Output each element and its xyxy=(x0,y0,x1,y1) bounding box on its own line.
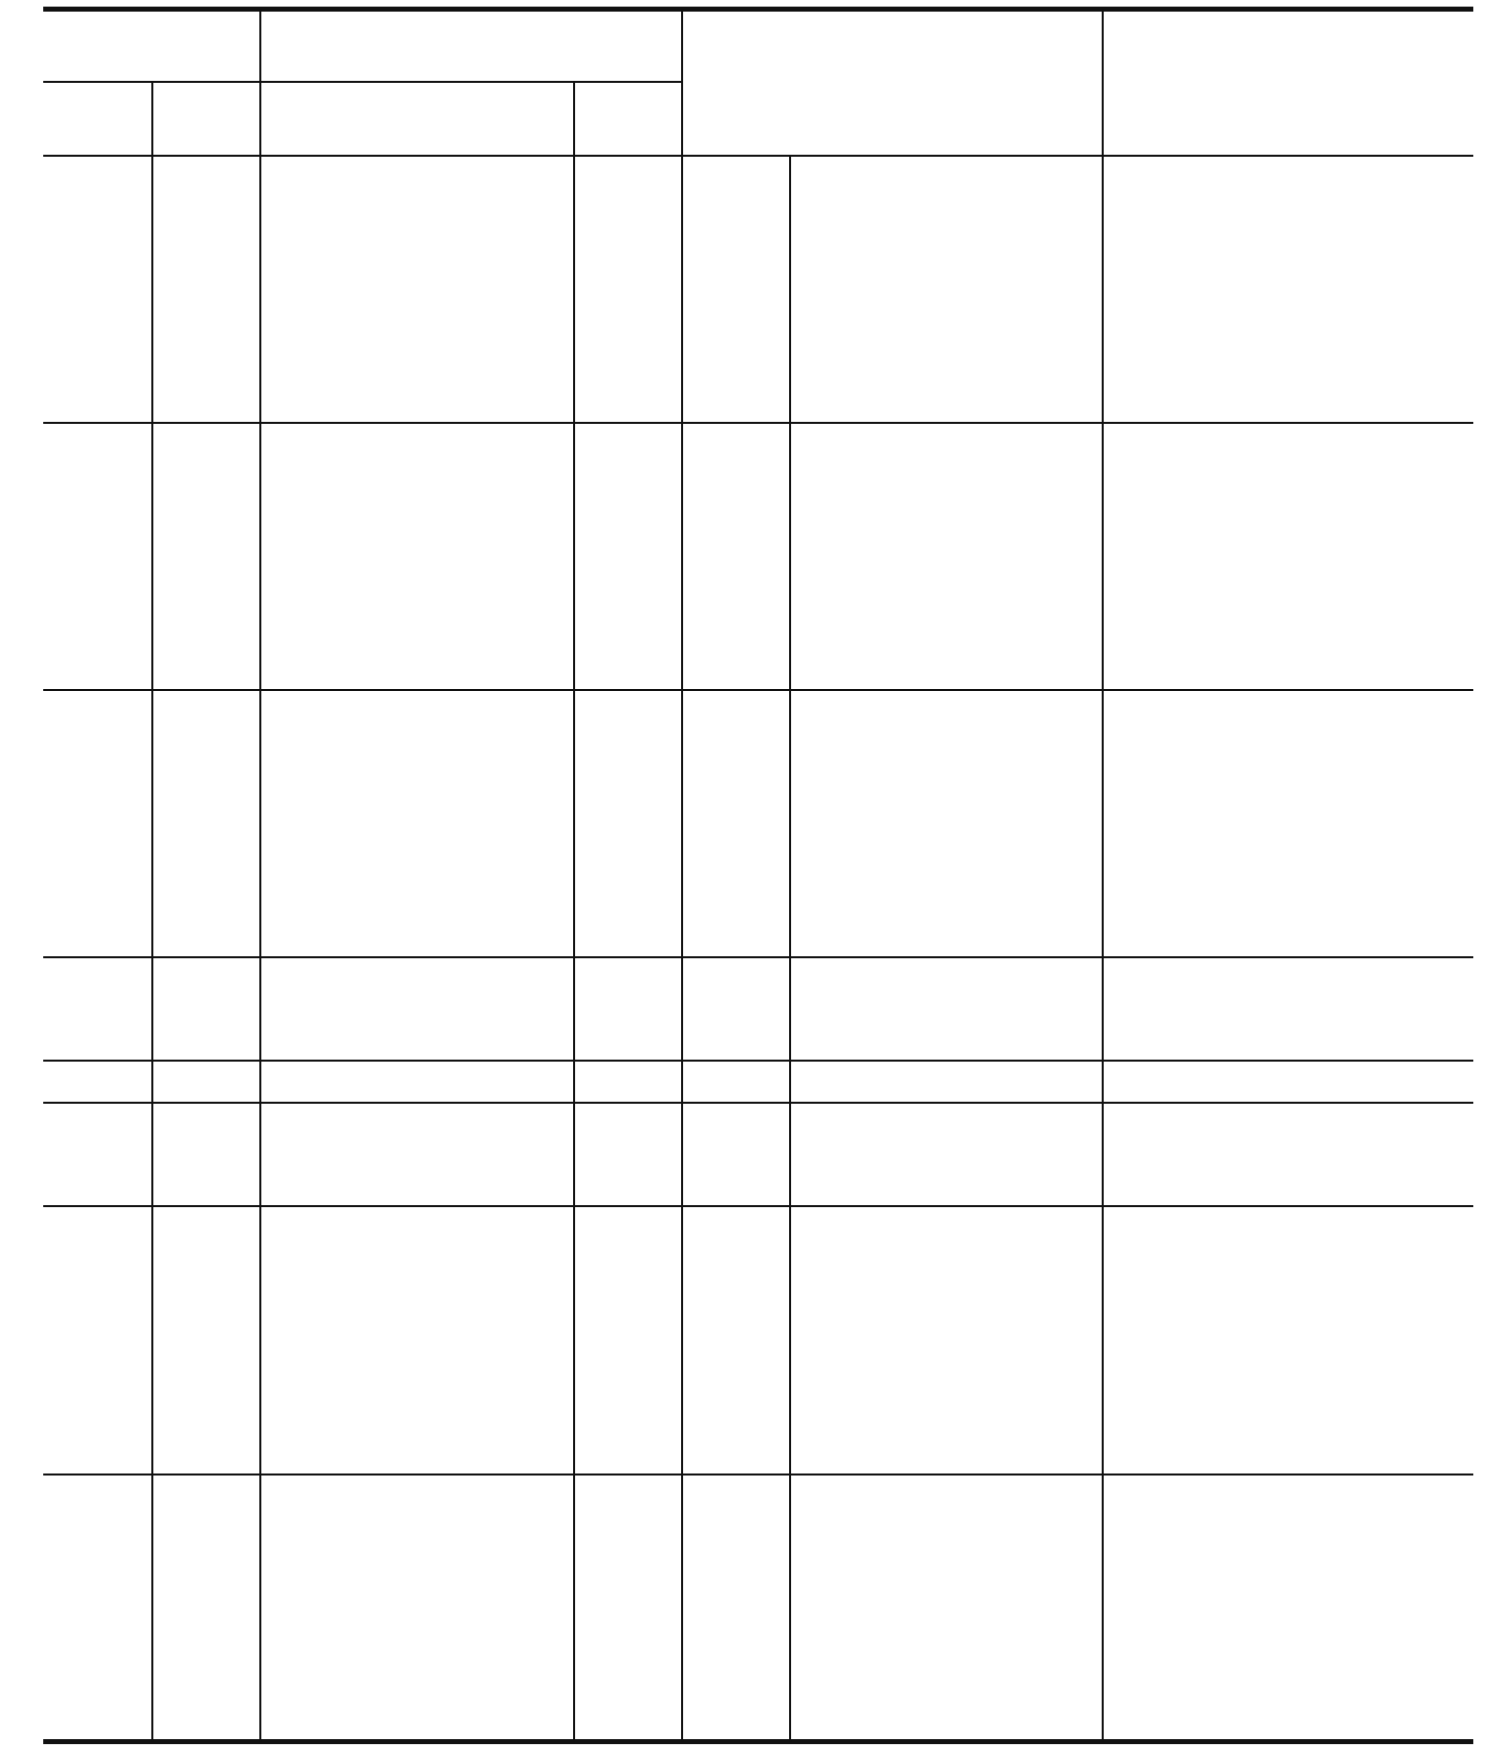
minus-terminal-header xyxy=(152,82,260,156)
row-1-ignition-switch xyxy=(682,156,790,423)
row-1-reference-value xyxy=(1103,156,1474,423)
row-1-minus-terminal xyxy=(152,156,260,423)
terminal-header xyxy=(43,9,260,82)
row-1-condition xyxy=(790,156,1103,423)
description-header xyxy=(260,9,682,82)
row-1-plus-terminal xyxy=(43,156,152,423)
signal-name-header xyxy=(260,82,574,156)
plus-terminal-header xyxy=(43,82,152,156)
reference-value-header xyxy=(1103,9,1474,156)
row-1-input-output xyxy=(574,156,682,423)
input-output-header xyxy=(574,82,682,156)
condition-header xyxy=(682,9,1103,156)
row-1-signal-name xyxy=(260,156,574,423)
